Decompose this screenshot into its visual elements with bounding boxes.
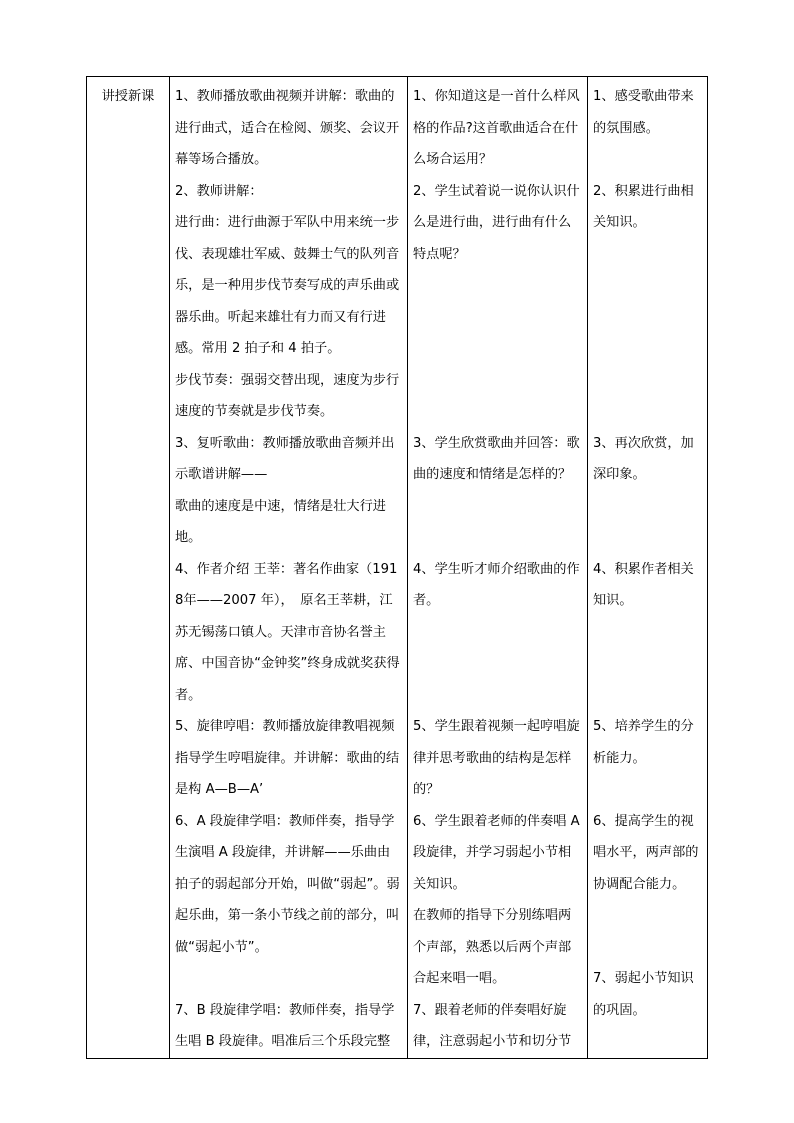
intent-3: 3、再次欣赏，加深印象。 bbox=[593, 435, 694, 482]
student-step-5: 5、学生跟着视频一起哼唱旋律并思考歌曲的结构是怎样的？ bbox=[413, 719, 580, 797]
student-step-4: 4、学生听才师介绍歌曲的作者。 bbox=[413, 561, 580, 608]
teacher-step-rhythm: 步伐节奏：强弱交替出现，速度为步行速度的节奏就是步伐节奏。 bbox=[175, 372, 400, 419]
teacher-step-3: 3、复听歌曲：教师播放歌曲音频并出示歌谱讲解—— bbox=[175, 435, 395, 482]
intent-4: 4、积累作者相关知识。 bbox=[593, 561, 694, 608]
teacher-step-1: 1、教师播放歌曲视频并讲解：歌曲的进行曲式，适合在检阅、颁奖、会议开幕等场合播放。 bbox=[175, 89, 400, 167]
student-activity-cell bbox=[408, 77, 588, 1059]
intent-6: 6、提高学生的视唱水平，两声部的协调配合能力。 bbox=[593, 813, 699, 892]
student-step-1: 1、你知道这是一首什么样风格的作品?这首歌曲适合在什么场合运用？ bbox=[413, 89, 580, 167]
teacher-step-6: 6、A 段旋律学唱：教师伴奏，指导学生演唱 A 段旋律，并讲解——乐曲由拍子的弱起部分开始，叫做“弱起”。弱起乐曲，第一条小节线之前的部分，叫做“弱起小节”。 bbox=[175, 813, 400, 955]
intent-2: 2、积累进行曲相关知识。 bbox=[593, 183, 694, 230]
teacher-step-2-heading: 2、教师讲解： bbox=[175, 183, 263, 199]
student-step-7: 7、跟着老师的伴奏唱好旋律，注意弱起小节和切分节 bbox=[413, 1002, 572, 1049]
teacher-march-definition: 进行曲：进行曲源于军队中用来统一步伐、表现雄壮军威、鼓舞士气的队列音乐，是一种用步伐节奏写成的声乐曲或器乐曲。听起来雄壮有力而又有行进感。常用 2 拍子和 4 拍子。 bbox=[175, 215, 400, 356]
student-step-6-practice: 在教师的指导下分别练唱两个声部，熟悉以后两个声部合起来唱一唱。 bbox=[413, 908, 572, 986]
table-row bbox=[87, 77, 708, 1059]
teacher-activity-cell bbox=[170, 77, 408, 1059]
teacher-step-5: 5、旋律哼唱：教师播放旋律教唱视频指导学生哼唱旋律。并讲解：歌曲的结是构 A—B—A’ bbox=[175, 719, 400, 797]
teacher-step-7: 7、B 段旋律学唱：教师伴奏，指导学生唱 B 段旋律。唱准后三个乐段完整 bbox=[175, 1002, 395, 1049]
student-step-6: 6、学生跟着老师的伴奏唱 A 段旋律，并学习弱起小节相关知识。 bbox=[413, 813, 580, 892]
teacher-step-4: 4、作者介绍 王莘：著名作曲家（1918年——2007 年）， 原名王莘耕，江苏无锡荡口镇人。天津市音协名誉主席、中国音协“金钟奖”终身成就奖获得者。 bbox=[175, 561, 400, 703]
intent-1: 1、感受歌曲带来的氛围感。 bbox=[593, 89, 694, 136]
teacher-step-3-detail: 歌曲的速度是中速，情绪是壮大行进地。 bbox=[175, 498, 386, 545]
stage-label: 讲授新课 bbox=[101, 89, 155, 104]
student-step-2: 2、学生试着说一说你认识什么是进行曲，进行曲有什么特点呢？ bbox=[413, 183, 580, 262]
stage-cell bbox=[87, 77, 170, 1059]
intent-5: 5、培养学生的分析能力。 bbox=[593, 719, 694, 766]
blank-line bbox=[175, 963, 402, 995]
design-intent-cell bbox=[588, 77, 708, 1059]
student-step-3: 3、学生欣赏歌曲并回答：歌曲的速度和情绪是怎样的？ bbox=[413, 435, 580, 482]
intent-7: 7、弱起小节知识的巩固。 bbox=[593, 971, 694, 1018]
lesson-plan-table bbox=[86, 76, 708, 1059]
